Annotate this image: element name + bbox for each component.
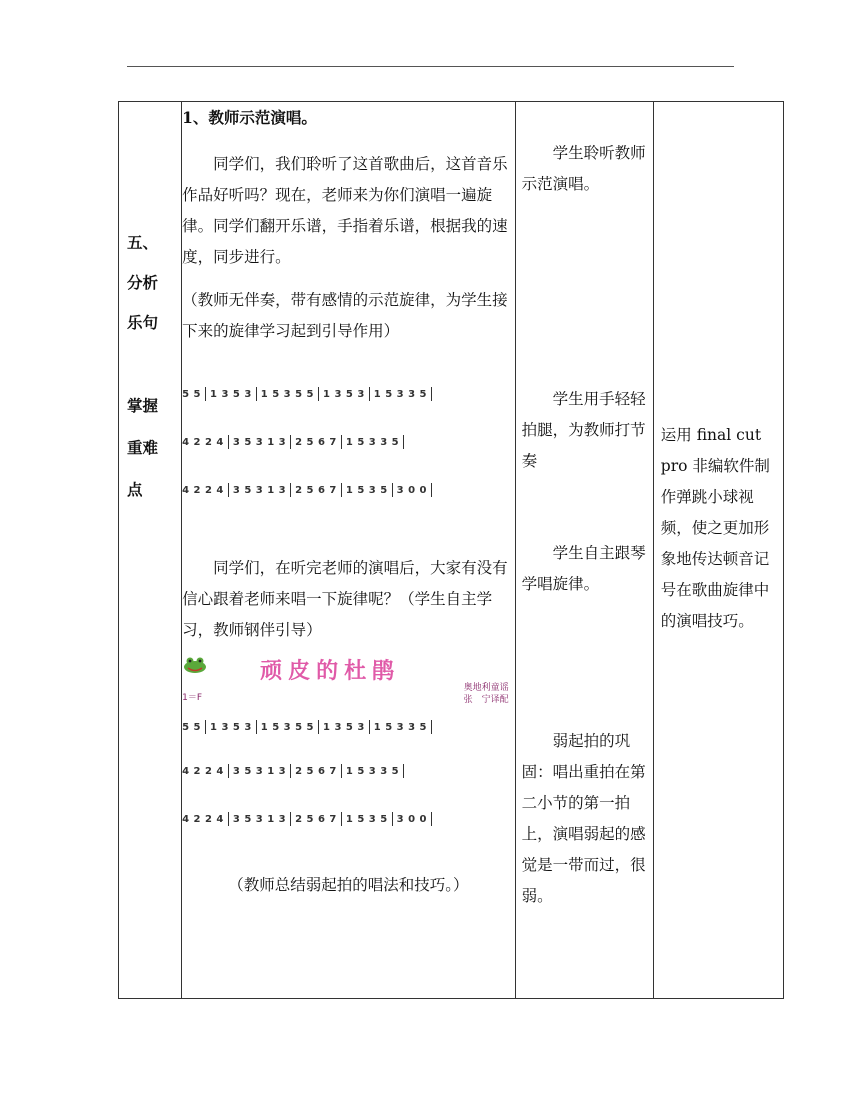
- teacher-activity-cell: [182, 102, 516, 999]
- score-row: 5 5 1 3 5 3 1 5 3 5 5 1 3 5 3 1 5 3 3 5: [182, 371, 515, 419]
- focus-label-1: 掌握: [127, 396, 159, 415]
- teacher-heading: 1、教师示范演唱。: [182, 108, 317, 127]
- section-cell: [119, 102, 182, 999]
- teacher-paragraph-2: （教师无伴奏，带有感情的示范旋律，为学生接下来的旋律学习起到引导作用）: [182, 291, 508, 340]
- teacher-paragraph-1: 同学们，我们聆听了这首歌曲后，这首音乐作品好听吗？现在，老师来为你们演唱一遍旋律。同学们翻开乐谱，手指着乐谱，根据我的速度，同步进行。: [182, 155, 508, 266]
- focus-label-3: 点: [127, 480, 143, 499]
- song-translator: 张 宁译配: [463, 695, 509, 705]
- header-rule: [127, 66, 734, 67]
- song-key: 1＝F: [182, 693, 202, 703]
- score-row: 4 2 2 4 3 5 3 1 3 2 5 6 7 1 5 3 3 5: [182, 748, 515, 796]
- table-row: [119, 102, 784, 999]
- section-label-2: 分析: [127, 273, 159, 292]
- student-activity-1: 学生聆听教师示范演唱。: [521, 144, 646, 193]
- design-note: 运用 final cut pro 非编软件制作弹跳小球视频，使之更加形象地传达顿音记号在歌曲旋律中的演唱技巧。: [660, 426, 770, 630]
- teacher-summary: （教师总结弱起拍的唱法和技巧。）: [228, 876, 469, 894]
- song-origin: 奥地利童谣: [463, 683, 509, 693]
- student-activity-3: 学生自主跟琴学唱旋律。: [521, 544, 646, 593]
- frog-icon: [182, 656, 208, 674]
- melody-score-1: [182, 371, 515, 515]
- teacher-paragraph-3: 同学们，在听完老师的演唱后，大家有没有信心跟着老师来唱一下旋律呢？（学生自主学习，教师钢伴引导）: [182, 559, 508, 639]
- section-label-1: 五、: [127, 233, 159, 252]
- score-row: 4 2 2 4 3 5 3 1 3 2 5 6 7 1 5 3 5 3 0 0: [182, 796, 515, 844]
- student-activity-4: 弱起拍的巩固：唱出重拍在第二小节的第一拍上，演唱弱起的感觉是一带而过，很弱。: [521, 732, 646, 905]
- student-activity-2: 学生用手轻轻拍腿，为教师打节奏: [521, 390, 646, 470]
- student-activity-cell: [515, 102, 653, 999]
- song-title: 顽皮的杜鹃: [260, 659, 401, 684]
- score-row: 5 5 1 3 5 3 1 5 3 5 5 1 3 5 3 1 5 3 3 5: [182, 708, 515, 748]
- score-row: 4 2 2 4 3 5 3 1 3 2 5 6 7 1 5 3 3 5: [182, 419, 515, 467]
- score-row: 4 2 2 4 3 5 3 1 3 2 5 6 7 1 5 3 5 3 0 0: [182, 467, 515, 515]
- song-meta-row: [182, 683, 515, 708]
- design-intent-cell: [653, 102, 783, 999]
- melody-score-2: [182, 708, 515, 844]
- section-label-3: 乐句: [127, 313, 159, 332]
- focus-label-2: 重难: [127, 438, 159, 457]
- lesson-table: [118, 101, 784, 999]
